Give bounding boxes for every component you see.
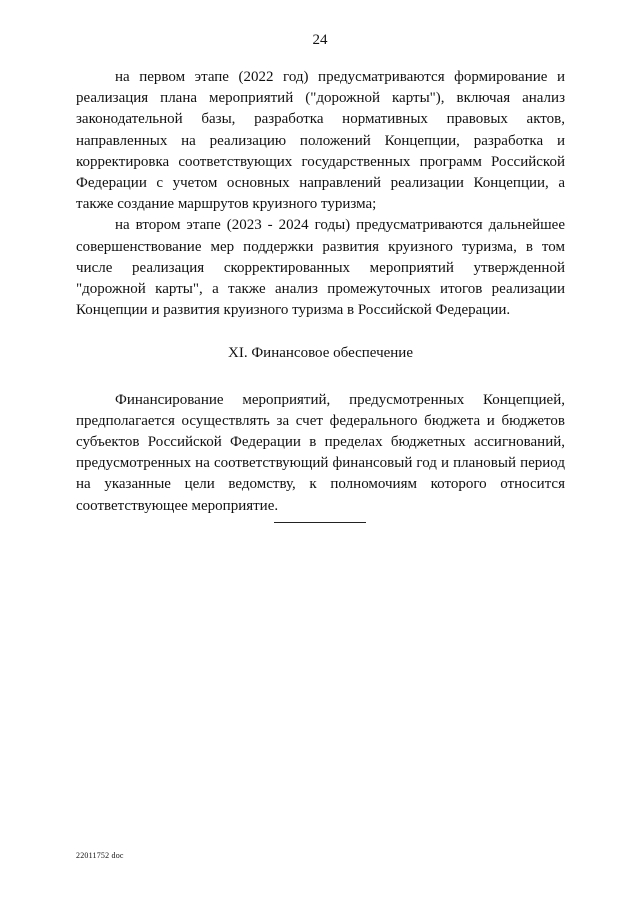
end-divider	[274, 522, 366, 523]
paragraph-stage-two: на втором этапе (2023 - 2024 годы) предусматриваются дальнейшее совершенствование мер поддержки развития круизного туризма, в том числе реализация скорректированных мероприятий утвержденной "дорожной карты", а также анализ промежуточных итогов реализации Концепции и развития круизного туризма в Российской Федерации.	[76, 217, 565, 319]
document-body	[76, 67, 565, 517]
paragraph-stage-one: на первом этапе (2022 год) предусматриваются формирование и реализация плана мероприятий ("дорожной карты"), включая анализ законодательной базы, разработка нормативных правовых актов, направленных на реализацию положений Концепции, разработка и корректировка соответствующих государственных программ Российской Федерации с учетом основных направлений реализации Концепции, а также создание маршрутов круизного туризма;	[76, 69, 565, 213]
paragraph-financing: Финансирование мероприятий, предусмотренных Концепцией, предполагается осуществлять за счет федерального бюджета и бюджетов субъектов Российской Федерации в пределах бюджетных ассигнований, предусмотренных на соответствующий финансовый год и плановый период на указанные цели ведомству, к полномочиям которого относится соответствующее мероприятие.	[76, 391, 565, 514]
page-number: 24	[312, 32, 328, 48]
section-heading: XI. Финансовое обеспечение	[228, 345, 413, 362]
footer-document-code: 22011752 doc	[76, 851, 124, 860]
